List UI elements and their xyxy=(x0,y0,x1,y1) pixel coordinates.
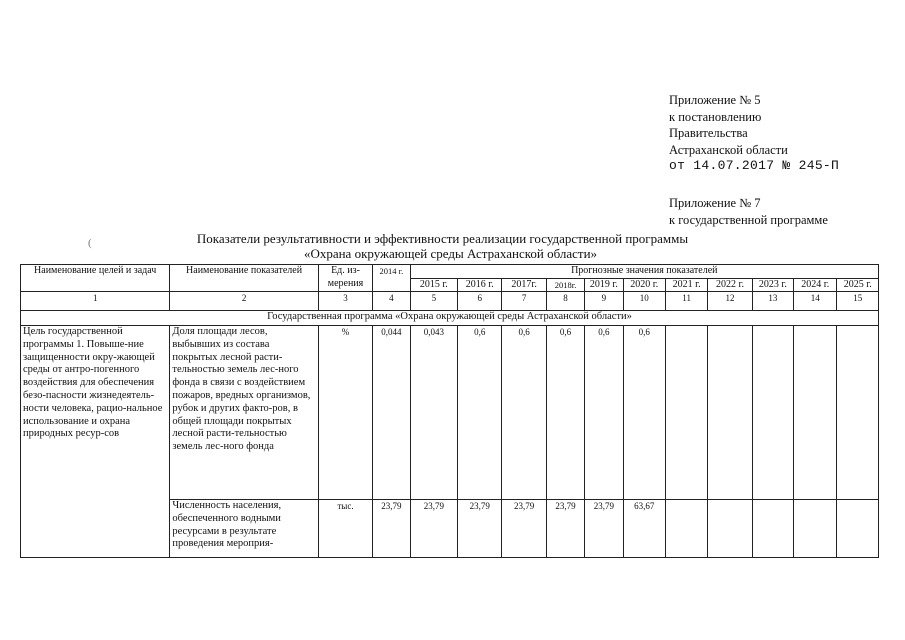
column-number: 15 xyxy=(837,292,879,311)
indicators-table xyxy=(20,264,879,558)
value-cell xyxy=(837,500,879,558)
header-unit: Ед. из-мерения xyxy=(318,265,373,292)
column-number: 2 xyxy=(170,292,318,311)
column-number: 11 xyxy=(665,292,707,311)
document-title: Показатели результативности и эффективности реализации государственной программы xyxy=(196,231,689,246)
column-number: 14 xyxy=(794,292,837,311)
value-cell: 23,79 xyxy=(458,500,502,558)
value-cell: 0,044 xyxy=(373,326,410,500)
appendix-7-title: Приложение № 7 xyxy=(669,196,761,210)
header-year: 2025 г. xyxy=(837,278,879,292)
appendix-5-title: Приложение № 5 xyxy=(669,93,761,107)
column-number: 1 xyxy=(21,292,170,311)
unit-cell: % xyxy=(318,326,373,500)
header-year: 2022 г. xyxy=(708,278,752,292)
value-cell xyxy=(794,500,837,558)
value-cell: 0,6 xyxy=(458,326,502,500)
column-number: 13 xyxy=(752,292,793,311)
indicator-cell: Доля площади лесов, выбывших из состава покрытых лесной расти-тельностью земель лес-ного фонда в связи с воздействием пожаров, вредных организмов, рубок и других факто-ров, в общей площади покрытых лесной расти-тельностью земель лес-ного фонда xyxy=(170,326,318,500)
value-cell xyxy=(708,500,752,558)
value-cell xyxy=(794,326,837,500)
value-cell xyxy=(708,326,752,500)
column-number: 5 xyxy=(410,292,457,311)
column-number-row xyxy=(21,292,879,311)
value-cell: 0,6 xyxy=(623,326,665,500)
value-cell: 23,79 xyxy=(585,500,623,558)
header-year: 2017г. xyxy=(502,278,546,292)
header-year: 2016 г. xyxy=(458,278,502,292)
column-number: 4 xyxy=(373,292,410,311)
column-number: 12 xyxy=(708,292,752,311)
header-year: 2021 г. xyxy=(665,278,707,292)
value-cell: 0,6 xyxy=(585,326,623,500)
appendix-7-block xyxy=(669,195,828,228)
value-cell xyxy=(665,326,707,500)
value-cell: 23,79 xyxy=(373,500,410,558)
goal-cell: Цель государственной программы 1. Повыше-ние защищенности окру-жающей среды от антро-погенного воздействия для обеспечения безо-пасности жизнедеятель-ности человека, рацио-нальное использование и охрана природных ресур-сов xyxy=(21,326,170,558)
header-row xyxy=(21,265,879,279)
header-year: 2020 г. xyxy=(623,278,665,292)
appendix-5-line2: Правительства xyxy=(669,126,748,140)
section-title: Государственная программа «Охрана окружающей среды Астраханской области» xyxy=(21,311,879,326)
table-row xyxy=(21,326,879,500)
indicator-cell: Численность населения, обеспеченного водными ресурсами в результате проведения мероприя- xyxy=(170,500,318,558)
header-forecast: Прогнозные значения показателей xyxy=(410,265,878,279)
header-year: 2018г. xyxy=(546,278,584,292)
header-year: 2015 г. xyxy=(410,278,457,292)
column-number: 10 xyxy=(623,292,665,311)
value-cell: 0,043 xyxy=(410,326,457,500)
header-year: 2019 г. xyxy=(585,278,623,292)
value-cell: 63,67 xyxy=(623,500,665,558)
value-cell: 23,79 xyxy=(546,500,584,558)
header-year: 2023 г. xyxy=(752,278,793,292)
decree-stamp: от 14.07.2017 № 245-П xyxy=(669,158,840,173)
document-subtitle: «Охрана окружающей среды Астраханской области» xyxy=(303,246,598,261)
appendix-5-line3: Астраханской области xyxy=(669,142,788,157)
value-cell: 0,6 xyxy=(502,326,546,500)
appendix-5-line1: к постановлению xyxy=(669,109,762,124)
appendix-7-line1: к государственной программе xyxy=(669,212,828,227)
value-cell xyxy=(752,500,793,558)
header-year: 2024 г. xyxy=(794,278,837,292)
value-cell: 0,6 xyxy=(546,326,584,500)
value-cell xyxy=(752,326,793,500)
column-number: 8 xyxy=(546,292,584,311)
unit-cell: тыс. xyxy=(318,500,373,558)
scan-mark: ( xyxy=(88,237,92,249)
header-goals: Наименование целей и задач xyxy=(21,265,170,292)
value-cell: 23,79 xyxy=(502,500,546,558)
column-number: 9 xyxy=(585,292,623,311)
section-row xyxy=(21,311,879,326)
column-number: 7 xyxy=(502,292,546,311)
column-number: 6 xyxy=(458,292,502,311)
header-2014: 2014 г. xyxy=(373,265,410,292)
value-cell xyxy=(665,500,707,558)
value-cell xyxy=(837,326,879,500)
column-number: 3 xyxy=(318,292,373,311)
appendix-5-block xyxy=(669,92,839,175)
value-cell: 23,79 xyxy=(410,500,457,558)
header-indicators: Наименование показателей xyxy=(170,265,318,292)
